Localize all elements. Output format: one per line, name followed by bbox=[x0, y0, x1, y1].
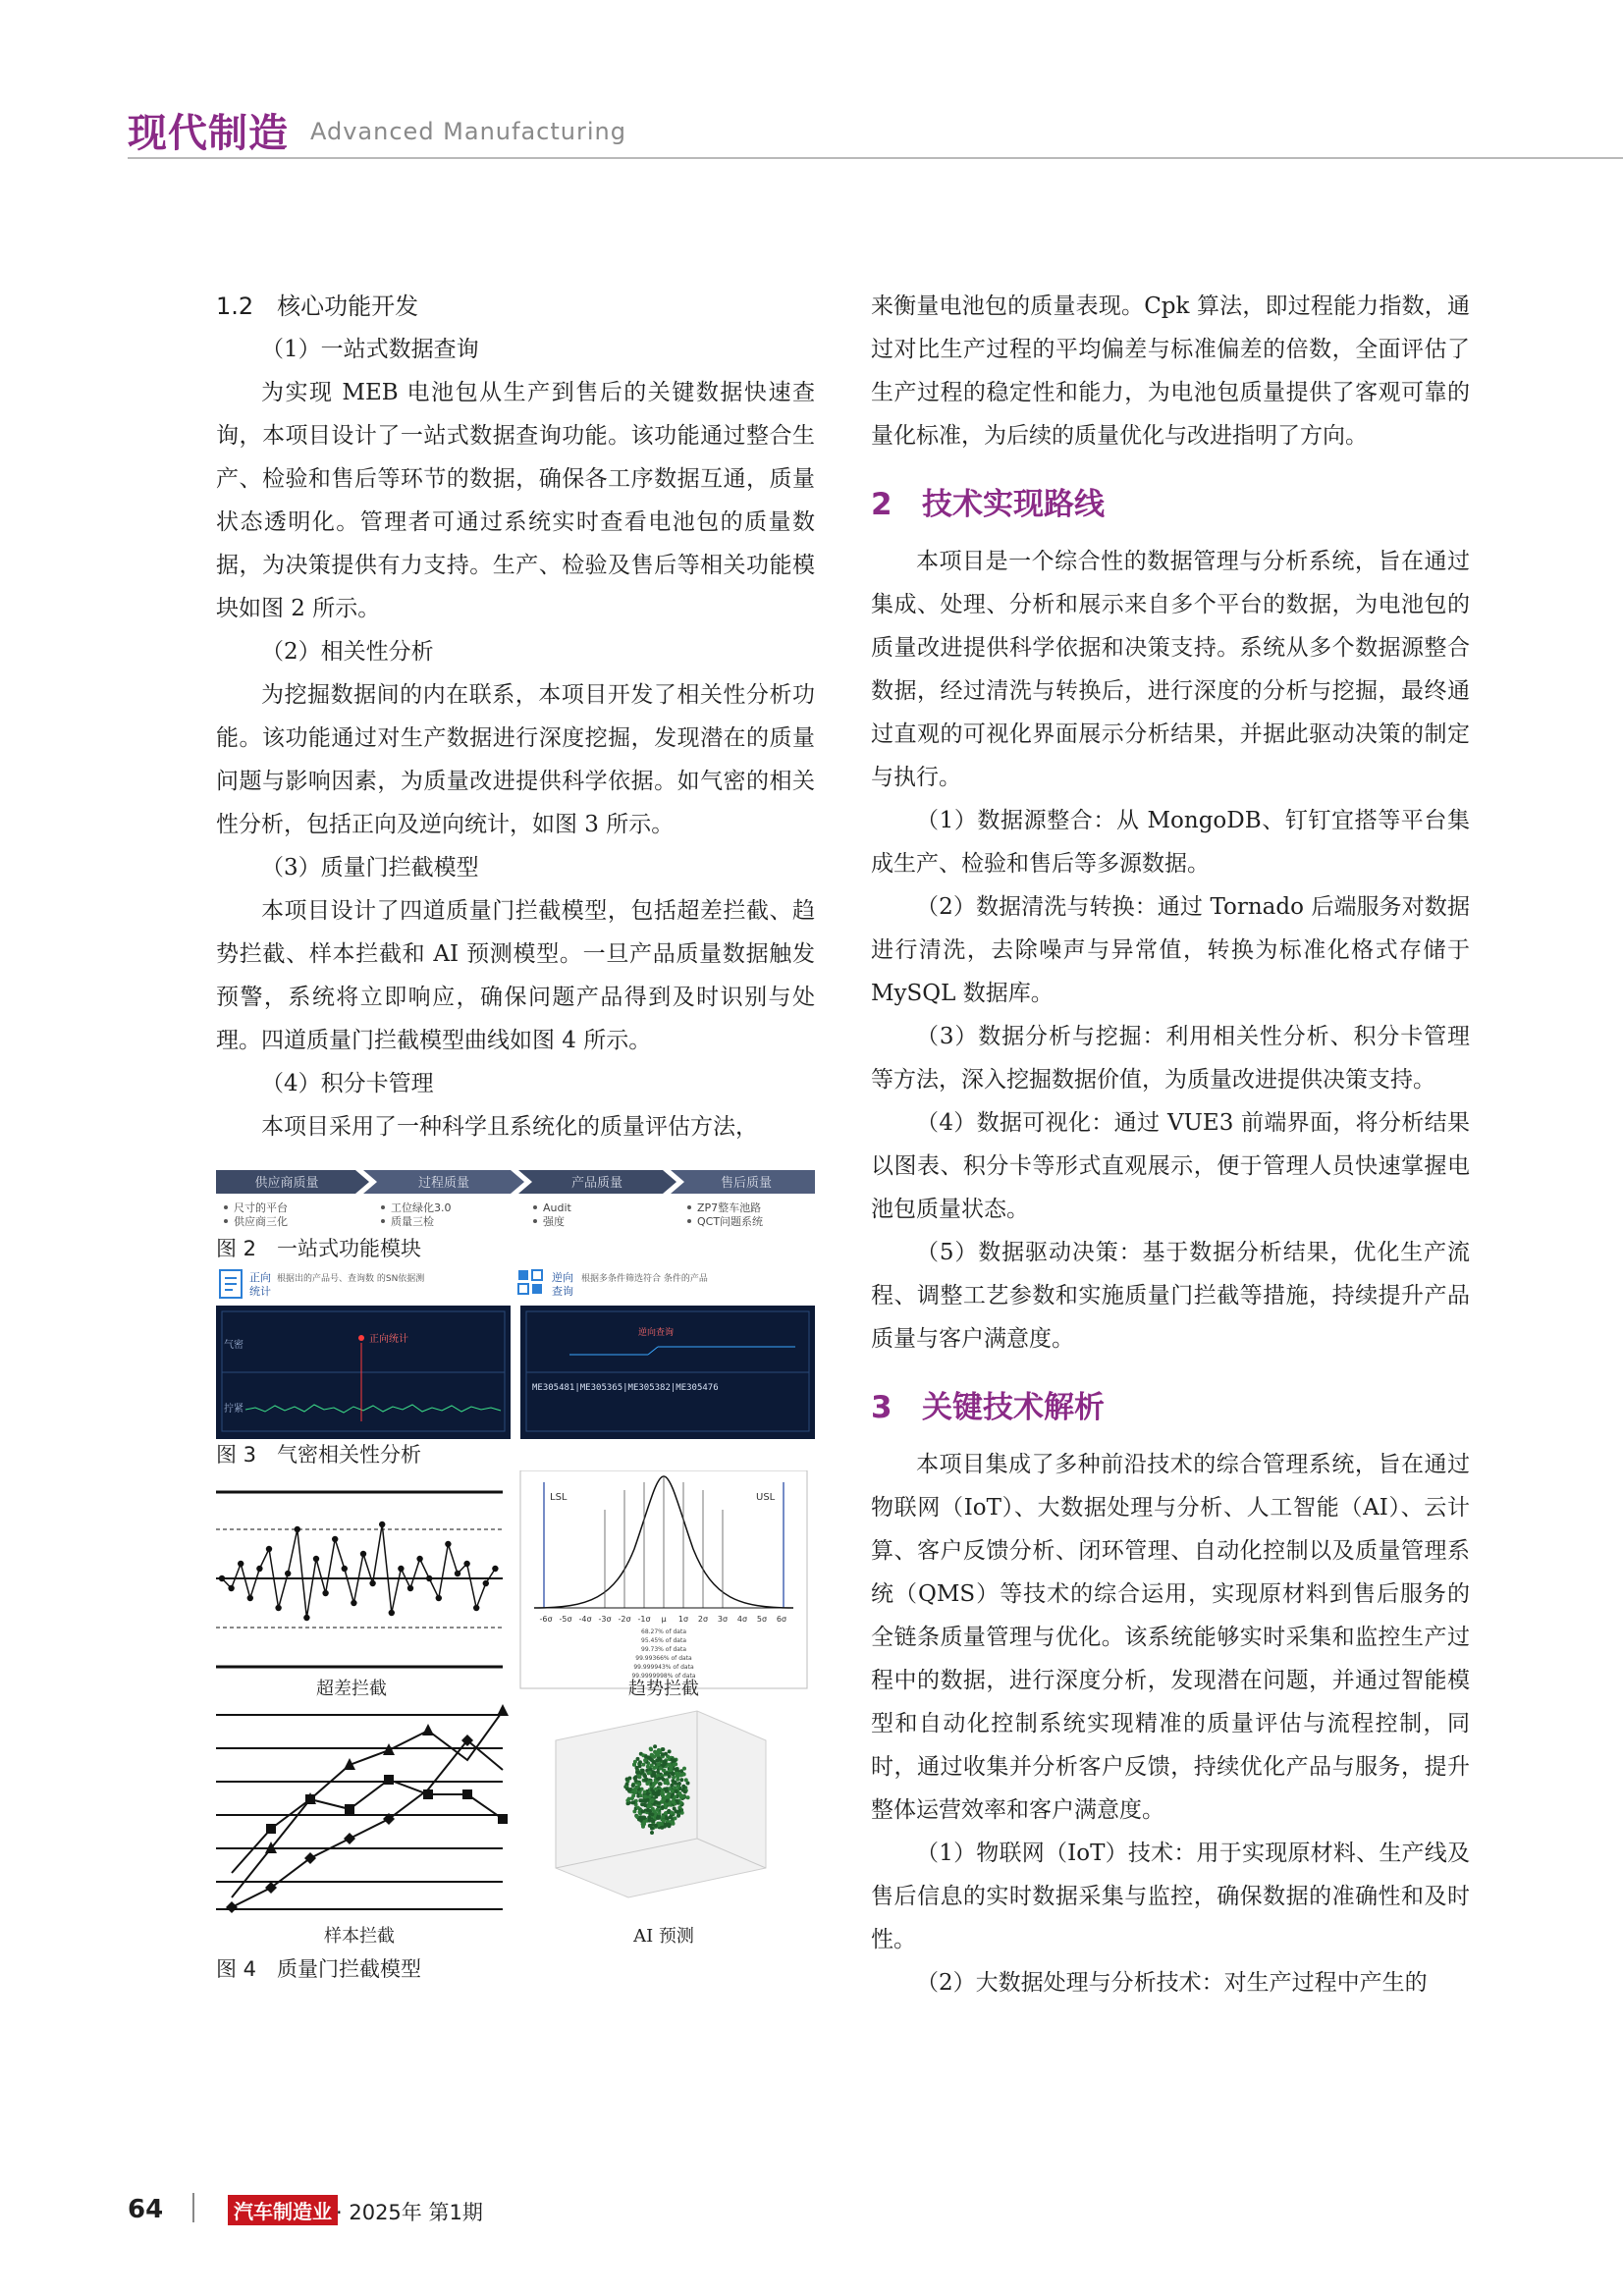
fig4-ai-point bbox=[671, 1821, 675, 1825]
fig4-outofspec-point bbox=[266, 1546, 272, 1552]
tech-bigdata: （2）大数据处理与分析技术：对生产过程中产生的 bbox=[916, 1970, 1428, 1996]
fig4-sigma-tick-label: 2σ bbox=[697, 1615, 709, 1624]
paragraph-cpk-continued: 来衡量电池包的质量表现。Cpk 算法，即过程能力指数，通过对比生产过程的平均偏差与标准偏差的倍数，全面评估了生产过程的稳定性和能力，为电池包质量提供了客观可靠的量化标准，为后续的质量优化与改进指明了方向。 bbox=[871, 294, 1470, 449]
fig4-ai-point bbox=[661, 1747, 665, 1751]
fig4-ai-point bbox=[650, 1827, 654, 1831]
fig4-ai-point bbox=[663, 1769, 667, 1773]
fig4-ai-point bbox=[674, 1809, 677, 1813]
fig4-outofspec-point bbox=[219, 1575, 225, 1581]
fig4-outofspec-point bbox=[247, 1595, 253, 1601]
fig4-sigma-tick-label: 1σ bbox=[677, 1615, 689, 1624]
fig4-ai-point bbox=[639, 1815, 643, 1819]
fig4-ai-point bbox=[662, 1798, 666, 1802]
step-data-driven-decision: （5）数据驱动决策：基于数据分析结果，优化生产流程、调整工艺参数和实施质量门拦截等措施，持续提升产品质量与客户满意度。 bbox=[871, 1240, 1470, 1352]
fig4-ai-point bbox=[674, 1816, 677, 1820]
fig2-tab-4: 售后质量 bbox=[720, 1176, 773, 1191]
step-data-visualization: （4）数据可视化：通过 VUE3 前端界面，将分析结果以图表、积分卡等形式直观展示，便于管理人员快速掌握电池包质量状态。 bbox=[871, 1110, 1470, 1222]
fig4-sigma-tick-label: 6σ bbox=[776, 1615, 787, 1624]
fig4-ai-point bbox=[660, 1791, 664, 1795]
fig4-ai-point bbox=[659, 1758, 663, 1762]
fig4-label-trend: 趋势拦截 bbox=[628, 1679, 699, 1699]
fig3-left-desc: 根据出的产品号、查询数 的SN依据测 bbox=[277, 1274, 425, 1284]
fig2-item-3b: 强度 bbox=[543, 1215, 565, 1228]
fig4-ai-point bbox=[679, 1801, 683, 1805]
fig4-ai-point bbox=[681, 1794, 685, 1798]
fig4-ai-point bbox=[679, 1769, 683, 1773]
fig4-outofspec-point bbox=[238, 1561, 243, 1567]
fig4-ai-point bbox=[657, 1762, 661, 1766]
fig4-sigma-tick-label: μ bbox=[661, 1615, 667, 1624]
fig4-ai-point bbox=[646, 1798, 650, 1802]
fig4-ai-point bbox=[674, 1795, 677, 1799]
fig4-ai-point bbox=[679, 1778, 683, 1782]
fig4-ai-point bbox=[648, 1819, 652, 1823]
fig4-ai-point bbox=[646, 1808, 650, 1812]
fig3-y-top: 气密 bbox=[224, 1340, 243, 1351]
section-3-heading bbox=[871, 1382, 1470, 1433]
fig2-item-2a: 工位绿化3.0 bbox=[391, 1201, 452, 1214]
fig4-outofspec-point bbox=[285, 1571, 291, 1576]
fig4-ai-point bbox=[662, 1761, 666, 1765]
fig4-ai-point bbox=[640, 1802, 644, 1806]
fig3-left-head-2: 统计 bbox=[249, 1285, 271, 1298]
paragraph-correlation: 为挖掘数据间的内在联系，本项目开发了相关性分析功能。该功能通过对生产数据进行深度挖掘，发现潜在的质量问题与影响因素，为质量改进提供科学依据。如气密的相关性分析，包括正向及逆向统计，如图 3 所示。 bbox=[216, 682, 815, 837]
subsection-4-title: （4）积分卡管理 bbox=[261, 1071, 434, 1096]
fig4-ai-point bbox=[643, 1779, 647, 1783]
fig4-label-outofspec: 超差拦截 bbox=[316, 1679, 387, 1699]
section-3-number: 3 bbox=[871, 1390, 893, 1425]
fig4-percent-label: 68.27% of data bbox=[641, 1629, 686, 1635]
fig4-ai-point bbox=[653, 1744, 657, 1748]
fig4-outofspec-point bbox=[463, 1561, 469, 1567]
fig4-ai-point bbox=[653, 1792, 657, 1796]
fig4-sigma-tick-label: 3σ bbox=[717, 1615, 729, 1624]
figure-3 bbox=[216, 1264, 815, 1470]
section-2-heading bbox=[871, 479, 1470, 530]
fig4-outofspec-point bbox=[379, 1522, 385, 1527]
fig4-ai-point bbox=[671, 1772, 675, 1776]
fig4-ai-point bbox=[650, 1753, 654, 1757]
fig4-outofspec-point bbox=[351, 1600, 356, 1606]
fig4-ai-point bbox=[658, 1782, 662, 1786]
fig4-ai-point bbox=[649, 1747, 653, 1751]
fig3-right-head-2: 查询 bbox=[552, 1285, 573, 1298]
fig4-ai-point bbox=[638, 1798, 642, 1802]
fig4-outofspec-point bbox=[407, 1585, 413, 1591]
fig4-outofspec-point bbox=[398, 1566, 404, 1572]
fig3-right-desc: 根据多条件筛选符合 条件的产品 bbox=[581, 1274, 708, 1284]
fig4-outofspec-point bbox=[416, 1556, 422, 1562]
fig4-outofspec-point bbox=[322, 1590, 328, 1596]
fig4-ai-point bbox=[653, 1761, 657, 1765]
fig4-ai-point bbox=[632, 1763, 636, 1767]
journal-title: 现代制造 bbox=[128, 111, 289, 156]
fig4-ai-point bbox=[625, 1778, 629, 1782]
fig4-sigma-tick-label: -1σ bbox=[637, 1615, 651, 1624]
fig4-ai-point bbox=[628, 1788, 632, 1791]
fig4-ai-point bbox=[650, 1764, 654, 1768]
fig4-ai-point bbox=[667, 1792, 671, 1796]
fig4-ai-point bbox=[676, 1814, 680, 1818]
fig4-ai-point bbox=[648, 1771, 652, 1775]
fig4-ai-point bbox=[668, 1787, 672, 1790]
fig4-ai-point bbox=[630, 1796, 634, 1800]
step-data-analysis: （3）数据分析与挖掘：利用相关性分析、积分卡管理等方法，深入挖掘数据价值，为质量改进提供决策支持。 bbox=[871, 1024, 1470, 1093]
fig4-outofspec-point bbox=[483, 1580, 489, 1586]
fig4-ai-point bbox=[641, 1763, 645, 1767]
fig2-item-4b: QCT问题系统 bbox=[697, 1215, 764, 1228]
header-rule bbox=[128, 157, 1623, 159]
fig4-ai-point bbox=[682, 1773, 686, 1777]
fig4-panel-outofspec bbox=[216, 1470, 503, 1688]
fig4-outofspec-point bbox=[360, 1551, 366, 1557]
fig4-ai-point bbox=[675, 1799, 678, 1803]
fig4-ai-point bbox=[654, 1824, 658, 1828]
fig4-ai-point bbox=[667, 1823, 671, 1827]
fig3-right-head-1: 逆向 bbox=[552, 1271, 573, 1284]
fig4-outofspec-point bbox=[295, 1526, 300, 1532]
fig4-ai-point bbox=[634, 1779, 638, 1783]
fig4-ai-point bbox=[640, 1810, 644, 1814]
fig4-percent-label: 99.999943% of data bbox=[633, 1664, 694, 1671]
fig4-ai-point bbox=[675, 1789, 678, 1793]
fig4-sigma-tick-label: -2σ bbox=[618, 1615, 631, 1624]
fig4-ai-point bbox=[668, 1802, 672, 1806]
fig4-outofspec-point bbox=[492, 1566, 498, 1572]
step-data-integration: （1）数据源整合：从 MongoDB、钉钉宜搭等平台集成生产、检验和售后等多源数据。 bbox=[871, 808, 1470, 877]
fig4-ai-point bbox=[686, 1795, 690, 1799]
fig4-ai-point bbox=[636, 1806, 640, 1810]
fig4-ai-point bbox=[665, 1778, 669, 1782]
fig4-ai-point bbox=[625, 1798, 629, 1802]
right-column bbox=[871, 285, 1470, 2004]
fig4-label-sample: 样本拦截 bbox=[324, 1926, 395, 1947]
fig4-ai-point bbox=[643, 1774, 647, 1778]
subsection-2-title: （2）相关性分析 bbox=[261, 639, 434, 665]
fig4-ai-point bbox=[642, 1820, 646, 1824]
figure-2-caption: 图 2 一站式功能模块 bbox=[216, 1237, 422, 1260]
fig4-ai-point bbox=[661, 1815, 665, 1819]
figure-3-caption: 图 3 气密相关性分析 bbox=[216, 1443, 422, 1467]
fig4-ai-point bbox=[635, 1766, 639, 1770]
fig4-outofspec-point bbox=[445, 1541, 451, 1547]
section-1-2-heading: 1.2 核心功能开发 bbox=[216, 293, 419, 320]
fig4-ai-point bbox=[659, 1766, 663, 1770]
fig4-panel-ai bbox=[520, 1701, 807, 1915]
fig4-ai-point bbox=[654, 1788, 658, 1791]
fig4-ai-point bbox=[639, 1793, 643, 1797]
magazine-logo: 汽车制造业 bbox=[228, 2195, 338, 2225]
footer-divider bbox=[192, 2193, 194, 2222]
fig4-sigma-tick-label: 5σ bbox=[756, 1615, 768, 1624]
fig4-ai-point bbox=[672, 1763, 676, 1767]
paragraph-key-tech: 本项目集成了多种前沿技术的综合管理系统，旨在通过物联网（IoT）、大数据处理与分析、人工智能（AI）、云计算、客户反馈分析、闭环管理、自动化控制以及质量管理系统（QMS）等技术的综合运用，实现原材料到售后服务的全链条质量管理与优化。该系统能够实时采集和监控生产过程中的数据，进行深度分析，发现潜在问题，并通过智能模型和自动化控制系统实现精准的质量评估与流程控制，同时，通过收集并分析客户反馈，持续优化产品与服务，提升整体运营效率和客户满意度。 bbox=[871, 1452, 1470, 1823]
fig4-ai-point bbox=[654, 1800, 658, 1804]
figure-4-gate-models bbox=[216, 1470, 815, 1951]
fig4-ai-point bbox=[681, 1785, 685, 1789]
fig4-ai-point bbox=[668, 1775, 672, 1779]
fig4-ai-point bbox=[646, 1792, 650, 1796]
fig4-ai-point bbox=[644, 1755, 648, 1759]
fig2-tab-2: 过程质量 bbox=[417, 1176, 470, 1191]
fig4-ai-point bbox=[671, 1779, 675, 1783]
fig4-sigma-tick-label: -4σ bbox=[578, 1615, 592, 1624]
step-data-cleaning: （2）数据清洗与转换：通过 Tornado 后端服务对数据进行清洗，去除噪声与异常值，转换为标准化格式存储于 MySQL 数据库。 bbox=[871, 894, 1470, 1006]
fig4-outofspec-point bbox=[369, 1580, 375, 1586]
fig3-y-bot: 拧紧 bbox=[224, 1404, 243, 1415]
figure-4 bbox=[216, 1470, 815, 1985]
fig4-outofspec-point bbox=[313, 1556, 319, 1562]
fig4-outofspec-point bbox=[389, 1610, 395, 1616]
fig4-ai-point bbox=[682, 1767, 686, 1771]
fig4-lsl: LSL bbox=[550, 1492, 568, 1503]
fig4-ai-point bbox=[656, 1808, 660, 1812]
figure-3-correlation bbox=[216, 1264, 815, 1439]
fig4-outofspec-point bbox=[275, 1605, 281, 1611]
fig4-ai-point bbox=[676, 1774, 679, 1778]
fig4-ai-point bbox=[651, 1819, 655, 1823]
fig4-label-ai: AI 预测 bbox=[633, 1926, 694, 1947]
fig2-item-4a: ZP7整车池路 bbox=[697, 1201, 762, 1214]
fig4-usl: USL bbox=[756, 1492, 776, 1503]
fig4-ai-point bbox=[664, 1811, 668, 1815]
fig4-ai-point bbox=[638, 1760, 642, 1764]
issue-info: · 2025年 第1期 bbox=[336, 2201, 483, 2224]
fig4-percent-label: 95.45% of data bbox=[641, 1637, 686, 1644]
fig4-ai-point bbox=[664, 1789, 668, 1792]
fig4-ai-point bbox=[646, 1765, 650, 1769]
fig4-ai-point bbox=[657, 1811, 661, 1815]
fig4-ai-point bbox=[638, 1775, 642, 1779]
fig4-ai-point bbox=[634, 1775, 638, 1779]
fig4-percent-label: 99.9999998% of data bbox=[631, 1673, 696, 1680]
section-2-title: 技术实现路线 bbox=[922, 487, 1105, 522]
fig2-item-1a: 尺寸的平台 bbox=[234, 1201, 288, 1214]
fig4-outofspec-point bbox=[426, 1575, 432, 1581]
fig4-ai-point bbox=[668, 1763, 672, 1767]
paragraph-quality-gate: 本项目设计了四道质量门拦截模型，包括超差拦截、趋势拦截、样本拦截和 AI 预测模型。一旦产品质量数据触发预警，系统将立即响应，确保问题产品得到及时识别与处理。四道质量门拦截模型曲线如图 4 所示。 bbox=[216, 898, 815, 1053]
fig4-ai-point bbox=[633, 1788, 637, 1791]
fig4-ai-point bbox=[684, 1778, 688, 1782]
fig4-ai-point bbox=[665, 1799, 669, 1803]
figure-2-modules bbox=[216, 1164, 815, 1233]
fig4-ai-point bbox=[631, 1800, 635, 1804]
section-2-number: 2 bbox=[871, 487, 893, 522]
fig4-ai-point bbox=[631, 1784, 635, 1788]
fig4-ai-point bbox=[643, 1758, 647, 1762]
fig4-ai-point bbox=[669, 1768, 673, 1772]
figure-4-caption: 图 4 质量门拦截模型 bbox=[216, 1957, 422, 1981]
fig4-ai-point bbox=[652, 1772, 656, 1776]
fig4-ai-point bbox=[676, 1785, 680, 1789]
fig4-ai-point bbox=[673, 1786, 676, 1789]
fig4-outofspec-point bbox=[436, 1595, 442, 1601]
section-3-title: 关键技术解析 bbox=[922, 1390, 1105, 1425]
fig4-outofspec-point bbox=[473, 1605, 479, 1611]
fig2-tab-1: 供应商质量 bbox=[254, 1176, 319, 1191]
fig3-sn-list: ME305481|ME305365|ME305382|ME305476 bbox=[532, 1383, 719, 1393]
fig2-item-3a: Audit bbox=[543, 1201, 571, 1214]
fig4-panel-sample bbox=[216, 1701, 509, 1915]
fig4-outofspec-point bbox=[256, 1566, 262, 1572]
tech-iot: （1）物联网（IoT）技术：用于实现原材料、生产线及售后信息的实时数据采集与监控，确保数据的准确性和及时性。 bbox=[871, 1841, 1470, 1952]
fig3-left-head-1: 正向 bbox=[249, 1271, 271, 1284]
fig4-ai-point bbox=[664, 1752, 668, 1756]
fig4-sigma-tick-label: -6σ bbox=[539, 1615, 553, 1624]
fig4-ai-point bbox=[683, 1790, 687, 1794]
fig4-outofspec-point bbox=[455, 1571, 460, 1576]
fig4-ai-point bbox=[662, 1819, 666, 1823]
fig4-sigma-tick-label: 4σ bbox=[736, 1615, 748, 1624]
fig4-ai-point bbox=[660, 1826, 664, 1830]
fig4-ai-point bbox=[676, 1778, 679, 1782]
paragraph-tech-route: 本项目是一个综合性的数据管理与分析系统，旨在通过集成、处理、分析和展示来自多个平台的数据，为电池包的质量改进提供科学依据和决策支持。系统从多个数据源整合数据，经过清洗与转换后，进行深度的分析与挖掘，最终通过直观的可视化界面展示分析结果，并据此驱动决策的制定与执行。 bbox=[871, 549, 1470, 790]
paragraph-scorecard: 本项目采用了一种科学且系统化的质量评估方法， bbox=[261, 1114, 758, 1140]
fig4-ai-point bbox=[664, 1803, 668, 1807]
fig4-ai-point bbox=[650, 1831, 654, 1835]
fig3-right-alert: 逆向查询 bbox=[638, 1328, 675, 1338]
fig3-left-alert: 正向统计 bbox=[369, 1334, 408, 1345]
fig4-ai-point bbox=[673, 1759, 676, 1763]
fig4-ai-point bbox=[647, 1804, 651, 1808]
fig4-outofspec-point bbox=[332, 1536, 338, 1542]
left-column bbox=[216, 285, 815, 1985]
journal-subtitle: Advanced Manufacturing bbox=[310, 118, 626, 145]
fig4-percent-label: 99.99366% of data bbox=[635, 1655, 692, 1662]
fig4-ai-point bbox=[675, 1768, 678, 1772]
paragraph-data-query: 为实现 MEB 电池包从生产到售后的关键数据快速查询，本项目设计了一站式数据查询功能。该功能通过整合生产、检验和售后等环节的数据，确保各工序数据互通，质量状态透明化。管理者可通过系统实时查看电池包的质量数据，为决策提供有力支持。生产、检验及售后等相关功能模块如图 2 所示。 bbox=[216, 380, 815, 621]
fig4-ai-point bbox=[655, 1752, 659, 1756]
fig4-outofspec-point bbox=[342, 1566, 348, 1572]
fig4-outofspec-point bbox=[228, 1585, 234, 1591]
fig4-ai-point bbox=[666, 1816, 670, 1820]
fig4-ai-point bbox=[641, 1769, 645, 1773]
fig2-tab-3: 产品质量 bbox=[570, 1176, 623, 1191]
fig4-ai-point bbox=[652, 1783, 656, 1787]
fig4-percent-label: 99.73% of data bbox=[641, 1646, 686, 1653]
fig4-panel-trend bbox=[520, 1470, 807, 1688]
figure-2 bbox=[216, 1164, 815, 1264]
subsection-1-title: （1）一站式数据查询 bbox=[261, 337, 479, 362]
subsection-3-title: （3）质量门拦截模型 bbox=[261, 855, 479, 881]
fig2-item-2b: 质量三检 bbox=[391, 1215, 434, 1228]
fig4-sigma-tick-label: -5σ bbox=[559, 1615, 572, 1624]
fig4-ai-point bbox=[652, 1809, 656, 1813]
fig4-ai-point bbox=[677, 1809, 681, 1813]
fig4-outofspec-point bbox=[303, 1615, 309, 1621]
fig4-sigma-tick-label: -3σ bbox=[598, 1615, 612, 1624]
fig2-item-1b: 供应商三化 bbox=[234, 1215, 288, 1228]
fig4-ai-point bbox=[672, 1776, 676, 1780]
fig4-ai-point bbox=[668, 1749, 672, 1753]
page-number: 64 bbox=[128, 2195, 164, 2224]
